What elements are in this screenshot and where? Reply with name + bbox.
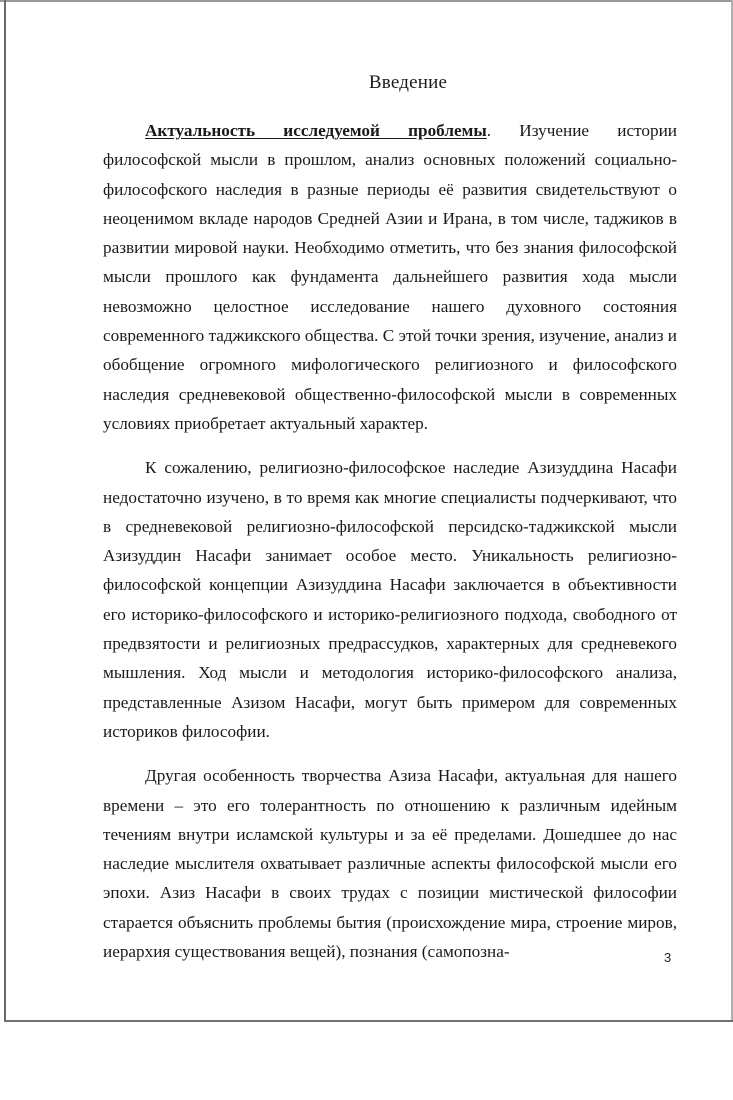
page-title: Введение xyxy=(368,72,448,93)
paragraph-tolerance: Другая особенность творчества Азиза Насафи, актуальная для нашего времени – это его толерантность по отношению к различным идейным течениям внутри исламской культуры и за её пределами. Дошедшее до нас наследие мыслителя охватывает различные аспекты философской мысли его эпохи. Азиз Насафи в своих трудах с позиции мистической философии старается объяснить проблемы бытия (происхождение мира, строение миров, иерархия существования вещей), познания (самопозна- xyxy=(103,766,677,962)
lead-punctuation: . xyxy=(486,121,492,140)
scan-border-bottom xyxy=(4,1020,733,1022)
paragraph-heritage: К сожалению, религиозно-философское наследие Азизуддина Насафи недостаточно изучено, в то время как многие специалисты подчеркивают, что в средневековой религиозно-философской персидско-таджикской мысли Азизуддин Насафи занимает особое место. Уникальность религиозно-философской концепции Азизуддина Насафи заключается в объективности его историко-философского и историко-религиозного подхода, свободного от предвзятости и религиозных предрассудков, характерных для средневекого мышления. Ход мысли и методология историко-философского анализа, представленные Азизом Насафи, могут быть примером для современных историков философии. xyxy=(103,458,677,741)
page-number: 3 xyxy=(664,950,672,965)
paragraph-relevance-text: Изучение истории философской мысли в прошлом, анализ основных положений социально-философского наследия в разные периоды её развития свидетельствуют о неоценимом вкладе народов Средней Азии и Ирана, в том числе, таджиков в развитии мировой науки. Необходимо отметить, что без знания философской мысли прошлого как фундамента дальнейшего развития хода мысли невозможно целостное исследование нашего духовного состояния современного таджикского общества. С этой точки зрения, изучение, анализ и обобщение огромного мифологического религиозного и философского наследия средневековой общественно-философской мысли в современных условиях приобретает актуальный характер. xyxy=(103,121,677,433)
paragraph-relevance xyxy=(103,116,677,438)
scan-border-left xyxy=(4,0,6,1022)
document-page xyxy=(103,72,677,981)
paragraph-lead-heading: Актуальность исследуемой проблемы xyxy=(145,121,487,140)
scan-border-top xyxy=(0,0,733,2)
